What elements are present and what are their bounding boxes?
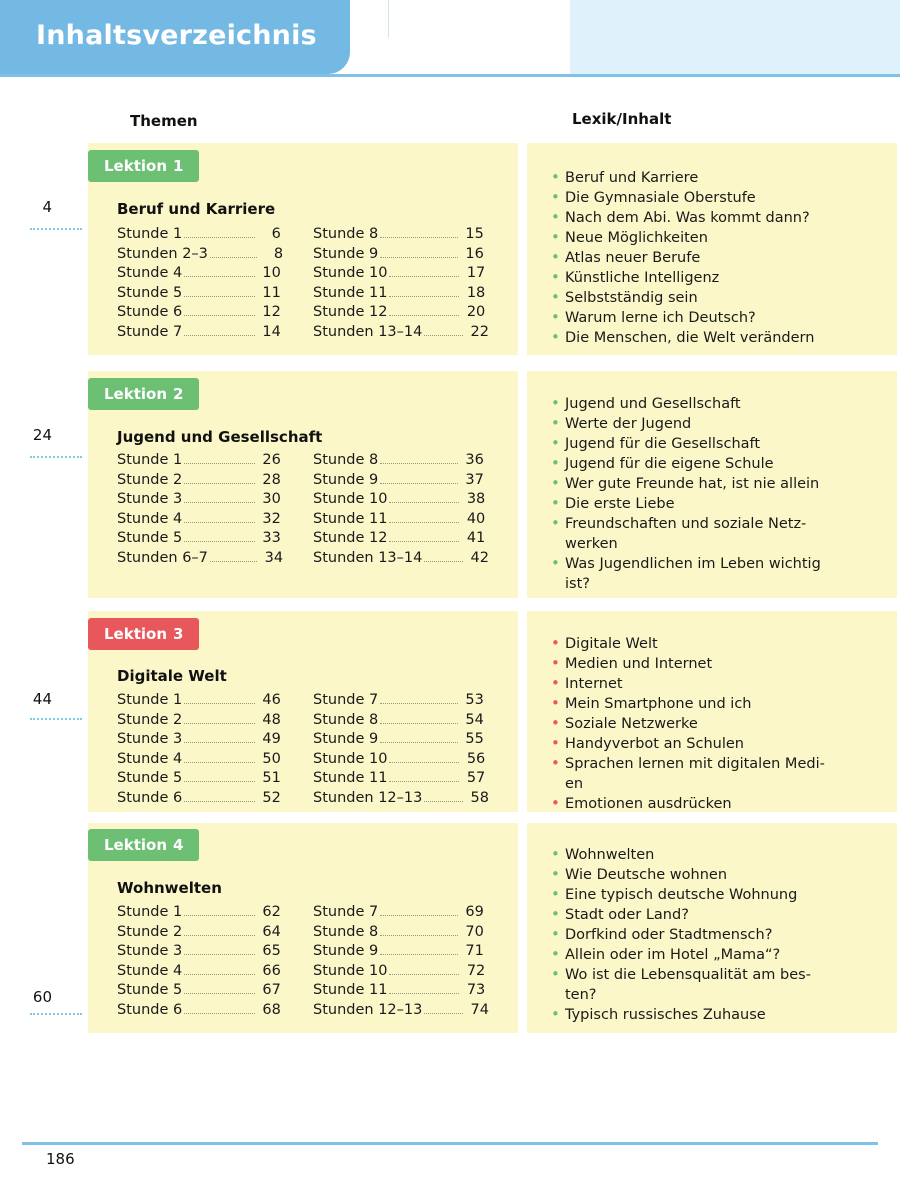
toc-entry-page: 52 [262,790,281,806]
toc-entry-l3-b2[interactable] [313,711,484,728]
toc-entry-page: 55 [465,731,484,748]
toc-entry-dots [424,324,463,336]
content-bullet: • Allein oder im Hotel „Mama“? [549,945,885,965]
content-bullet: • Digitale Welt [549,634,885,654]
toc-entry-l1-a2[interactable] [117,245,284,262]
toc-entry-dots [184,692,255,704]
lesson-badge-label: Lektion [104,157,168,175]
toc-entry-dots [184,304,255,316]
toc-entry-label: Stunde 11 [313,982,388,999]
toc-entry-label: Stunde 8 [313,923,379,940]
toc-entry-label: Stunden 13–14 [313,550,423,566]
toc-entry-dots [389,304,459,316]
toc-entry-label: Stunden 12–13 [313,790,423,806]
toc-entry-dots [184,904,255,916]
toc-entry-l4-b5[interactable] [313,982,486,999]
toc-entry-page: 71 [465,943,484,960]
toc-entry-l2-b1[interactable] [313,452,484,468]
toc-entry-page: 34 [264,550,284,566]
toc-entry-page: 58 [470,790,489,806]
toc-entry-label: Stunde 9 [313,471,379,488]
toc-entry-dots [380,943,458,955]
toc-entry-dots [184,324,255,336]
margin-tick-line [30,228,82,230]
content-bullet: • Freundschaften und soziale Netz- werken [549,514,885,554]
toc-entry-label: Stunde 2 [117,471,183,488]
toc-entry-dots [389,491,459,503]
toc-entry-l1-b6[interactable] [313,324,489,340]
toc-entry-dots [184,530,255,542]
content-bullet: • Dorfkind oder Stadtmensch? [549,925,885,945]
toc-entry-page: 17 [466,265,486,282]
toc-entry-page: 69 [465,904,484,920]
lesson-title-1: Beruf und Karriere [117,200,276,218]
column-header-lexik: Lexik/Inhalt [572,110,672,128]
toc-entry-page: 30 [262,491,281,508]
content-bullet: • Warum lerne ich Deutsch? [549,308,885,328]
toc-entry-label: Stunden 13–14 [313,324,423,340]
toc-entry-l3-b1[interactable] [313,692,484,708]
toc-entry-label: Stunde 8 [313,226,379,242]
toc-entry-l2-a5[interactable] [117,530,281,547]
margin-page-number: 4 [42,198,52,216]
lesson-badge-3[interactable] [88,618,199,650]
toc-entry-l2-a6[interactable] [117,550,284,566]
lesson-badge-label: Lektion [104,385,168,403]
content-bullet: • Wo ist die Lebensqualität am bes- ten? [549,965,885,1005]
toc-entry-page: 40 [466,510,486,527]
toc-entry-l4-a2[interactable] [117,923,281,940]
margin-page-number: 24 [32,426,52,444]
toc-entry-label: Stunde 3 [117,943,183,960]
toc-entry-l3-a4[interactable] [117,750,281,767]
toc-entry-l3-a2[interactable] [117,711,281,728]
toc-entry-label: Stunde 4 [117,750,183,767]
toc-entry-l2-a3[interactable] [117,491,281,508]
toc-entry-label: Stunde 1 [117,452,183,468]
toc-entry-page: 11 [262,284,281,301]
toc-entry-page: 8 [273,245,284,262]
toc-entry-l3-b4[interactable] [313,750,486,767]
toc-entry-page: 72 [466,962,486,979]
toc-entry-l1-b5[interactable] [313,304,486,321]
toc-entry-dots [380,226,458,238]
toc-entry-l1-b2[interactable] [313,245,484,262]
toc-entry-l3-b5[interactable] [313,770,486,787]
toc-entry-l4-b6[interactable] [313,1002,489,1018]
content-bullet: • Emotionen ausdrücken [549,794,885,814]
toc-entry-page: 70 [465,923,484,940]
toc-entry-label: Stunden 12–13 [313,1002,423,1018]
toc-entry-label: Stunden 2–3 [117,245,208,262]
toc-entry-l2-b3[interactable] [313,491,486,508]
content-bullet: • Mein Smartphone und ich [549,694,885,714]
toc-entry-dots [184,963,255,975]
toc-entry-label: Stunde 2 [117,711,183,728]
content-bullet: • Beruf und Karriere [549,168,885,188]
lesson-badge-4[interactable] [88,829,199,861]
content-bullet: • Wer gute Freunde hat, ist nie allein [549,474,885,494]
toc-entry-l3-b6[interactable] [313,790,489,806]
toc-entry-page: 41 [466,530,486,547]
footer-page-number: 186 [46,1150,75,1168]
toc-entry-dots [389,770,459,782]
lesson-badge-number: 3 [173,625,184,643]
toc-entry-page: 36 [465,452,484,468]
toc-entry-l4-b3[interactable] [313,943,484,960]
toc-entry-l1-a3[interactable] [117,265,281,282]
toc-entry-label: Stunde 11 [313,770,388,787]
content-bullet: • Jugend für die Gesellschaft [549,434,885,454]
toc-entry-page: 42 [470,550,489,566]
toc-entry-l4-a6[interactable] [117,1002,281,1018]
toc-entry-page: 12 [262,304,281,321]
toc-entry-l4-a5[interactable] [117,982,281,999]
toc-entry-l2-b5[interactable] [313,530,486,547]
toc-entry-page: 49 [262,731,281,748]
toc-entry-label: Stunde 10 [313,962,388,979]
content-bullet: • Internet [549,674,885,694]
toc-entry-dots [389,265,459,277]
content-bullet: • Stadt oder Land? [549,905,885,925]
toc-entry-page: 62 [262,904,281,920]
content-bullet: • Sprachen lernen mit digitalen Medi- en [549,754,885,794]
toc-entry-dots [424,550,463,562]
toc-entry-l4-b4[interactable] [313,962,486,979]
content-bullet: • Nach dem Abi. Was kommt dann? [549,208,885,228]
toc-entry-label: Stunde 11 [313,284,388,301]
toc-entry-page: 54 [465,711,484,728]
toc-entry-dots [380,924,458,936]
content-bullet: • Atlas neuer Berufe [549,248,885,268]
toc-entry-page: 68 [262,1002,281,1018]
toc-entry-label: Stunde 6 [117,1002,183,1018]
toc-entry-page: 66 [262,962,281,979]
toc-entry-label: Stunde 7 [313,692,379,708]
toc-entry-dots [184,226,255,238]
toc-entry-page: 28 [262,471,281,488]
content-bullet: • Wohnwelten [549,845,885,865]
lesson-badge-number: 4 [173,836,184,854]
content-bullet: • Eine typisch deutsche Wohnung [549,885,885,905]
content-bullet: • Medien und Internet [549,654,885,674]
toc-entry-l1-b1[interactable] [313,226,484,242]
toc-entry-page: 65 [262,943,281,960]
toc-entry-page: 67 [262,982,281,999]
toc-entry-page: 14 [262,324,281,340]
toc-entry-dots [184,943,255,955]
toc-entry-dots [389,751,459,763]
toc-entry-l4-b2[interactable] [313,923,484,940]
toc-entry-label: Stunde 9 [313,943,379,960]
toc-entry-page: 6 [271,226,281,242]
toc-entry-l3-a3[interactable] [117,731,281,748]
toc-entry-l1-b4[interactable] [313,284,486,301]
toc-entry-page: 73 [466,982,486,999]
toc-entry-dots [380,731,458,743]
toc-entry-page: 26 [262,452,281,468]
toc-entry-dots [389,982,459,994]
toc-entry-label: Stunde 1 [117,904,183,920]
toc-entry-l3-a6[interactable] [117,790,281,806]
toc-entry-page: 56 [466,750,486,767]
toc-entry-label: Stunde 4 [117,265,183,282]
toc-entry-dots [184,491,255,503]
toc-entry-label: Stunde 4 [117,962,183,979]
toc-entry-dots [184,982,255,994]
toc-entry-label: Stunde 7 [313,904,379,920]
toc-entry-label: Stunde 8 [313,711,379,728]
toc-entry-dots [389,530,459,542]
toc-entry-label: Stunde 5 [117,530,183,547]
toc-entry-dots [389,511,459,523]
toc-entry-dots [184,712,255,724]
toc-entry-page: 74 [470,1002,489,1018]
lesson-badge-2[interactable] [88,378,199,410]
toc-entry-label: Stunde 1 [117,226,183,242]
toc-entry-page: 16 [465,245,484,262]
toc-entry-label: Stunde 12 [313,304,388,321]
lesson-badge-number: 2 [173,385,184,403]
toc-entry-dots [184,790,255,802]
toc-entry-page: 33 [262,530,281,547]
toc-entry-page: 64 [262,923,281,940]
toc-entry-dots [380,692,458,704]
lesson-badge-1[interactable] [88,150,199,182]
toc-entry-l2-b4[interactable] [313,510,486,527]
margin-page-number: 60 [32,988,52,1006]
content-bullet: • Typisch russisches Zuhause [549,1005,885,1025]
toc-entry-label: Stunde 10 [313,265,388,282]
toc-entry-dots [210,246,257,258]
content-bullet: • Die Menschen, die Welt verändern [549,328,885,348]
content-bullet: • Jugend für die eigene Schule [549,454,885,474]
footer-rule [22,1142,878,1145]
toc-entry-l1-a4[interactable] [117,284,281,301]
page-header [0,0,900,78]
toc-entry-dots [210,550,257,562]
toc-entry-l1-a6[interactable] [117,324,281,340]
page-title: Inhaltsverzeichnis [36,20,317,51]
content-bullet: • Soziale Netzwerke [549,714,885,734]
toc-entry-l1-a1[interactable] [117,226,281,242]
toc-entry-page: 46 [262,692,281,708]
toc-entry-l4-a3[interactable] [117,943,281,960]
content-bullet: • Die erste Liebe [549,494,885,514]
content-bullet: • Was Jugendlichen im Leben wichtig ist? [549,554,885,594]
toc-entry-dots [184,265,255,277]
toc-entry-l4-a4[interactable] [117,962,281,979]
lesson-badge-label: Lektion [104,625,168,643]
toc-entry-dots [184,731,255,743]
header-background-right [570,0,900,74]
toc-entry-label: Stunden 6–7 [117,550,208,566]
toc-entry-dots [184,751,255,763]
content-bullet: • Die Gymnasiale Oberstufe [549,188,885,208]
toc-entry-l2-a4[interactable] [117,510,281,527]
toc-entry-dots [380,246,458,258]
toc-entry-dots [184,924,255,936]
toc-entry-label: Stunde 2 [117,923,183,940]
margin-tick-line [30,718,82,720]
toc-entry-label: Stunde 7 [117,324,183,340]
toc-entry-l2-a1[interactable] [117,452,281,468]
toc-entry-dots [184,285,255,297]
toc-entry-dots [184,452,255,464]
toc-entry-page: 20 [466,304,486,321]
toc-entry-page: 51 [262,770,281,787]
toc-entry-dots [424,790,463,802]
toc-entry-dots [184,1002,255,1014]
column-header-themen: Themen [130,112,198,130]
toc-entry-l2-b2[interactable] [313,471,484,488]
toc-entry-dots [184,770,255,782]
toc-entry-label: Stunde 10 [313,491,388,508]
toc-entry-dots [424,1002,463,1014]
toc-entry-label: Stunde 9 [313,731,379,748]
toc-entry-l2-a2[interactable] [117,471,281,488]
toc-entry-page: 18 [466,284,486,301]
header-divider-line [388,0,389,38]
toc-entry-label: Stunde 1 [117,692,183,708]
content-bullet: • Wie Deutsche wohnen [549,865,885,885]
lesson-title-3: Digitale Welt [117,667,227,685]
toc-entry-label: Stunde 11 [313,510,388,527]
lesson-badge-number: 1 [173,157,184,175]
toc-entry-dots [380,452,458,464]
toc-entry-l3-b3[interactable] [313,731,484,748]
toc-entry-label: Stunde 5 [117,982,183,999]
toc-entry-label: Stunde 9 [313,245,379,262]
toc-entry-l1-a5[interactable] [117,304,281,321]
toc-entry-label: Stunde 3 [117,731,183,748]
content-bullet: • Jugend und Gesellschaft [549,394,885,414]
toc-entry-l1-b3[interactable] [313,265,486,282]
content-bullet: • Selbstständig sein [549,288,885,308]
toc-entry-label: Stunde 5 [117,284,183,301]
content-bullet: • Künstliche Intelligenz [549,268,885,288]
toc-entry-label: Stunde 8 [313,452,379,468]
content-bullet: • Werte der Jugend [549,414,885,434]
lesson-title-4: Wohnwelten [117,879,222,897]
toc-entry-page: 57 [466,770,486,787]
toc-entry-page: 38 [466,491,486,508]
toc-entry-l4-b1[interactable] [313,904,484,920]
toc-entry-page: 32 [262,510,281,527]
toc-entry-page: 50 [262,750,281,767]
content-bullet: • Neue Möglichkeiten [549,228,885,248]
toc-entry-dots [380,712,458,724]
toc-entry-dots [184,511,255,523]
toc-entry-page: 10 [262,265,281,282]
lesson-badge-label: Lektion [104,836,168,854]
toc-entry-l3-a1[interactable] [117,692,281,708]
toc-entry-page: 48 [262,711,281,728]
toc-entry-page: 53 [465,692,484,708]
toc-entry-dots [389,963,459,975]
toc-entry-label: Stunde 6 [117,790,183,806]
toc-entry-l2-b6[interactable] [313,550,489,566]
toc-entry-label: Stunde 5 [117,770,183,787]
toc-entry-dots [380,904,458,916]
toc-entry-l4-a1[interactable] [117,904,281,920]
toc-entry-label: Stunde 4 [117,510,183,527]
toc-entry-page: 37 [465,471,484,488]
margin-page-number: 44 [32,690,52,708]
margin-tick-line [30,456,82,458]
content-bullet: • Handyverbot an Schulen [549,734,885,754]
toc-entry-label: Stunde 6 [117,304,183,321]
toc-entry-dots [389,285,459,297]
toc-entry-l3-a5[interactable] [117,770,281,787]
toc-entry-page: 22 [470,324,489,340]
toc-entry-label: Stunde 12 [313,530,388,547]
margin-tick-line [30,1013,82,1015]
toc-entry-dots [380,472,458,484]
toc-entry-label: Stunde 3 [117,491,183,508]
header-rule [0,74,900,77]
toc-entry-label: Stunde 10 [313,750,388,767]
lesson-title-2: Jugend und Gesellschaft [117,428,323,446]
toc-entry-page: 15 [465,226,484,242]
toc-entry-dots [184,472,255,484]
